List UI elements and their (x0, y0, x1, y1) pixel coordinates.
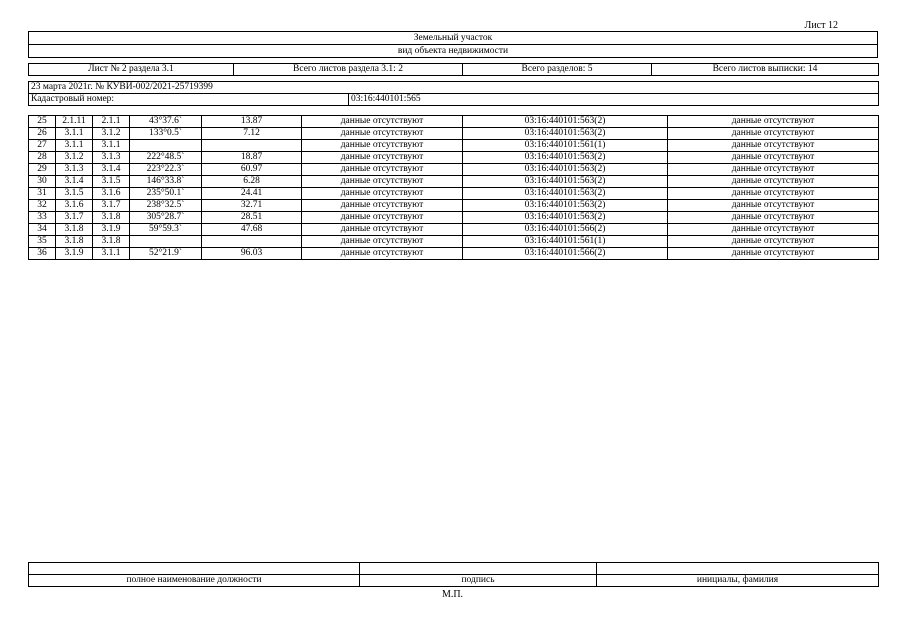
adjacent-holder: данные отсутствуют (668, 224, 879, 236)
boundary-table (28, 115, 879, 260)
adjacent-parcel-number: 03:16:440101:563(2) (463, 188, 668, 200)
point-from: 3.1.4 (56, 176, 93, 188)
position-caption: полное наименование должности (29, 575, 360, 587)
table-row (29, 152, 879, 164)
point-to: 3.1.6 (93, 188, 130, 200)
point-from: 3.1.1 (56, 140, 93, 152)
directional-angle: 238°32.5` (130, 200, 202, 212)
directional-angle: 59°59.3` (130, 224, 202, 236)
point-from: 2.1.11 (56, 116, 93, 128)
table-row (29, 212, 879, 224)
name-caption: инициалы, фамилия (597, 575, 879, 587)
row-number: 30 (29, 176, 56, 188)
adjacent-holder: данные отсутствуют (668, 200, 879, 212)
point-from: 3.1.9 (56, 248, 93, 260)
point-from: 3.1.8 (56, 224, 93, 236)
table-row (29, 128, 879, 140)
total-sheets-extract: Всего листов выписки: 14 (652, 64, 879, 76)
adjacent-parcel-number: 03:16:440101:563(2) (463, 116, 668, 128)
adjacent-parcel-number: 03:16:440101:563(2) (463, 128, 668, 140)
sheet-of-section: Лист № 2 раздела 3.1 (29, 64, 234, 76)
adjacent-parcel-number: 03:16:440101:563(2) (463, 200, 668, 212)
horizontal-distance: 13.87 (202, 116, 302, 128)
directional-angle: 133°0.5` (130, 128, 202, 140)
table-row (29, 164, 879, 176)
adjacent-parcel-number: 03:16:440101:561(1) (463, 236, 668, 248)
row-number: 31 (29, 188, 56, 200)
adjacent-description: данные отсутствуют (302, 116, 463, 128)
object-type-header (28, 31, 878, 58)
point-from: 3.1.3 (56, 164, 93, 176)
signature-block (28, 562, 879, 587)
adjacent-description: данные отсутствуют (302, 152, 463, 164)
row-number: 32 (29, 200, 56, 212)
point-to: 3.1.8 (93, 236, 130, 248)
adjacent-parcel-number: 03:16:440101:563(2) (463, 176, 668, 188)
adjacent-description: данные отсутствуют (302, 236, 463, 248)
point-to: 3.1.4 (93, 164, 130, 176)
document-info (28, 81, 879, 106)
point-to: 3.1.8 (93, 212, 130, 224)
adjacent-parcel-number: 03:16:440101:563(2) (463, 212, 668, 224)
row-number: 34 (29, 224, 56, 236)
horizontal-distance: 47.68 (202, 224, 302, 236)
horizontal-distance (202, 140, 302, 152)
adjacent-parcel-number: 03:16:440101:561(1) (463, 140, 668, 152)
table-row (29, 248, 879, 260)
directional-angle: 235°50.1` (130, 188, 202, 200)
row-number: 26 (29, 128, 56, 140)
directional-angle: 43°37.6` (130, 116, 202, 128)
adjacent-description: данные отсутствуют (302, 176, 463, 188)
position-field (29, 563, 360, 575)
adjacent-parcel-number: 03:16:440101:563(2) (463, 164, 668, 176)
object-type-caption: вид объекта недвижимости (29, 44, 877, 57)
sheet-info-bar (28, 63, 879, 76)
horizontal-distance: 7.12 (202, 128, 302, 140)
point-to: 2.1.1 (93, 116, 130, 128)
horizontal-distance: 24.41 (202, 188, 302, 200)
horizontal-distance: 18.87 (202, 152, 302, 164)
name-field (597, 563, 879, 575)
horizontal-distance: 96.03 (202, 248, 302, 260)
signature-field (360, 563, 597, 575)
row-number: 27 (29, 140, 56, 152)
row-number: 28 (29, 152, 56, 164)
horizontal-distance: 60.97 (202, 164, 302, 176)
table-row (29, 224, 879, 236)
point-to: 3.1.7 (93, 200, 130, 212)
directional-angle: 223°22.3` (130, 164, 202, 176)
point-to: 3.1.1 (93, 248, 130, 260)
total-sections: Всего разделов: 5 (463, 64, 652, 76)
point-to: 3.1.1 (93, 140, 130, 152)
object-type: Земельный участок (413, 33, 493, 43)
point-from: 3.1.1 (56, 128, 93, 140)
adjacent-description: данные отсутствуют (302, 188, 463, 200)
table-row (29, 200, 879, 212)
directional-angle: 52°21.9` (130, 248, 202, 260)
row-number: 25 (29, 116, 56, 128)
table-row (29, 188, 879, 200)
adjacent-holder: данные отсутствуют (668, 116, 879, 128)
adjacent-holder: данные отсутствуют (668, 188, 879, 200)
table-row (29, 140, 879, 152)
adjacent-holder: данные отсутствуют (668, 164, 879, 176)
cadastral-number-label: Кадастровый номер: (29, 94, 349, 106)
point-to: 3.1.2 (93, 128, 130, 140)
adjacent-holder: данные отсутствуют (668, 212, 879, 224)
adjacent-holder: данные отсутствуют (668, 176, 879, 188)
point-from: 3.1.7 (56, 212, 93, 224)
point-from: 3.1.2 (56, 152, 93, 164)
horizontal-distance (202, 236, 302, 248)
row-number: 36 (29, 248, 56, 260)
directional-angle (130, 140, 202, 152)
stamp-place: М.П. (441, 589, 464, 600)
total-sheets-section: Всего листов раздела 3.1: 2 (234, 64, 463, 76)
adjacent-holder: данные отсутствуют (668, 248, 879, 260)
adjacent-parcel-number: 03:16:440101:563(2) (463, 152, 668, 164)
date-and-number: 23 марта 2021г. № КУВИ-002/2021-25719399 (29, 82, 879, 94)
sheet-number: Лист 12 (804, 20, 838, 31)
row-number: 35 (29, 236, 56, 248)
directional-angle: 146°33.8` (130, 176, 202, 188)
adjacent-description: данные отсутствуют (302, 128, 463, 140)
directional-angle (130, 236, 202, 248)
adjacent-description: данные отсутствуют (302, 248, 463, 260)
point-to: 3.1.9 (93, 224, 130, 236)
adjacent-description: данные отсутствуют (302, 224, 463, 236)
adjacent-description: данные отсутствуют (302, 200, 463, 212)
adjacent-holder: данные отсутствуют (668, 236, 879, 248)
adjacent-description: данные отсутствуют (302, 212, 463, 224)
horizontal-distance: 28.51 (202, 212, 302, 224)
horizontal-distance: 32.71 (202, 200, 302, 212)
adjacent-parcel-number: 03:16:440101:566(2) (463, 224, 668, 236)
cadastral-number-value: 03:16:440101:565 (349, 94, 879, 106)
point-from: 3.1.5 (56, 188, 93, 200)
signature-caption: подпись (360, 575, 597, 587)
horizontal-distance: 6.28 (202, 176, 302, 188)
row-number: 33 (29, 212, 56, 224)
adjacent-parcel-number: 03:16:440101:566(2) (463, 248, 668, 260)
directional-angle: 222°48.5` (130, 152, 202, 164)
point-to: 3.1.5 (93, 176, 130, 188)
point-to: 3.1.3 (93, 152, 130, 164)
adjacent-holder: данные отсутствуют (668, 152, 879, 164)
table-row (29, 116, 879, 128)
adjacent-description: данные отсутствуют (302, 164, 463, 176)
point-from: 3.1.8 (56, 236, 93, 248)
adjacent-description: данные отсутствуют (302, 140, 463, 152)
adjacent-holder: данные отсутствуют (668, 140, 879, 152)
point-from: 3.1.6 (56, 200, 93, 212)
table-row (29, 176, 879, 188)
adjacent-holder: данные отсутствуют (668, 128, 879, 140)
table-row (29, 236, 879, 248)
row-number: 29 (29, 164, 56, 176)
directional-angle: 305°28.7` (130, 212, 202, 224)
